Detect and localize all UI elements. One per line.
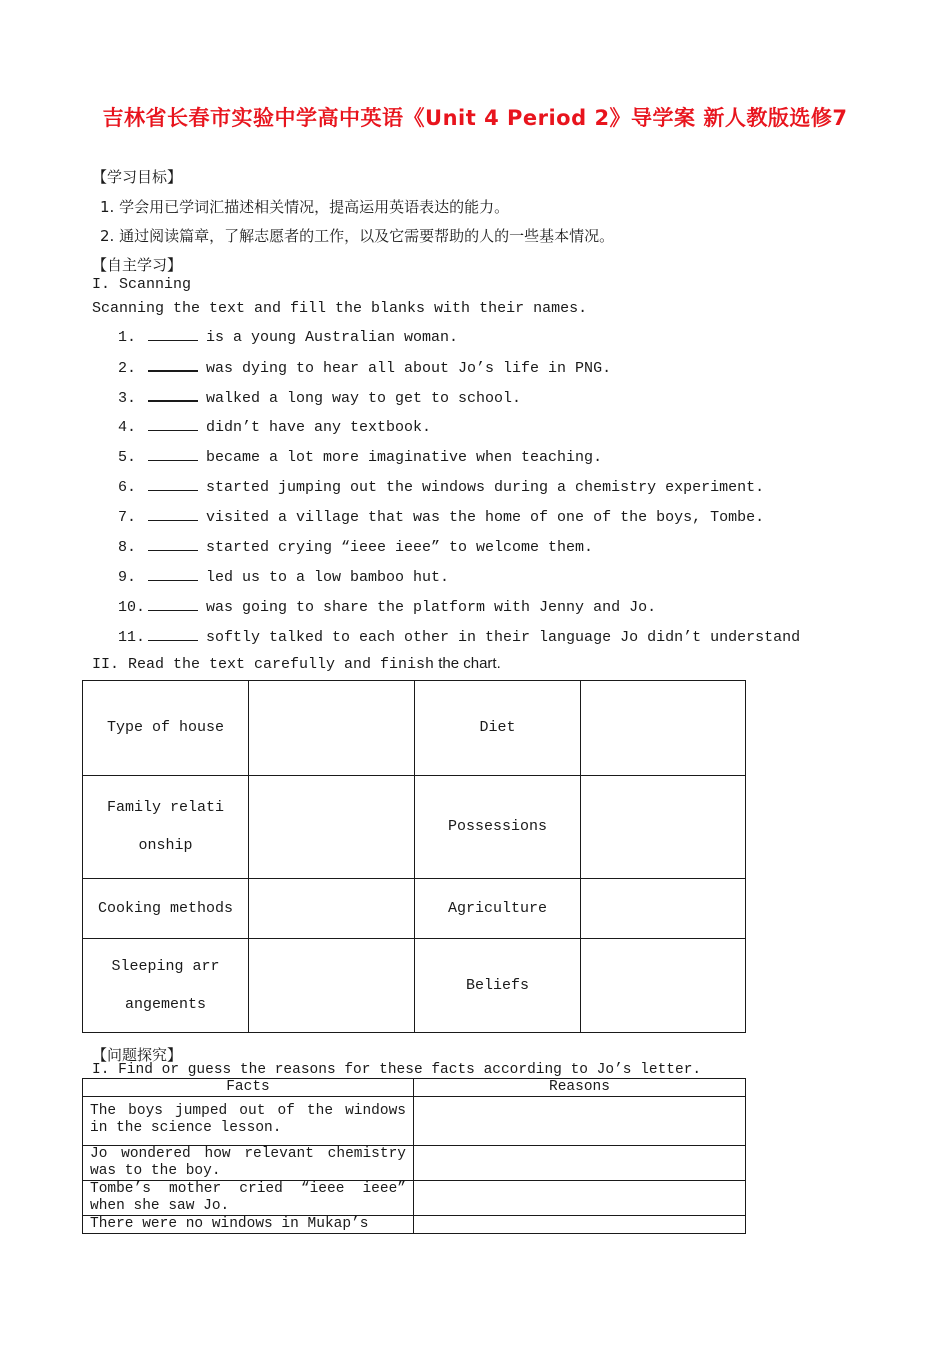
question-7: 7. visited a village that was the home of one of the boys, Tombe. (118, 506, 764, 526)
reason-cell[interactable] (414, 1097, 746, 1146)
chart-cell[interactable] (249, 681, 415, 776)
chart-cell[interactable] (581, 939, 746, 1033)
answer-blank[interactable] (148, 386, 198, 402)
question-4: 4. didn’t have any textbook. (118, 416, 431, 436)
goal-item-2: 2. 通过阅读篇章，了解志愿者的工作，以及它需要帮助的人的一些基本情况。 (100, 227, 615, 245)
chart-cell[interactable] (249, 939, 415, 1033)
answer-blank[interactable] (148, 356, 198, 372)
scanning-instruction: Scanning the text and fill the blanks with their names. (92, 300, 588, 317)
reasons-header: Reasons (414, 1079, 746, 1097)
answer-blank[interactable] (148, 326, 198, 341)
fact-cell: Tombe’s mother cried “ieee ieee” when she saw Jo. (83, 1181, 414, 1216)
part2-instruction: II. Read the text carefully and finish the chart. (92, 655, 501, 673)
question-8: 8. started crying “ieee ieee” to welcome them. (118, 536, 593, 556)
chart-cell[interactable] (249, 776, 415, 879)
answer-blank[interactable] (148, 566, 198, 581)
fact-cell: There were no windows in Mukap’s (83, 1216, 414, 1234)
answer-blank[interactable] (148, 416, 198, 431)
reason-cell[interactable] (414, 1216, 746, 1234)
chart-cell[interactable] (249, 879, 415, 939)
facts-header: Facts (83, 1079, 414, 1097)
goals-heading: 【学习目标】 (92, 168, 183, 186)
chart-cell[interactable] (581, 681, 746, 776)
question-6: 6. started jumping out the windows during a chemistry experiment. (118, 476, 764, 496)
chart-label: Cooking methods (83, 879, 249, 939)
chart-label: Beliefs (415, 939, 581, 1033)
chart-cell[interactable] (581, 776, 746, 879)
chart-label: Sleeping arr angements (83, 939, 249, 1033)
answer-blank[interactable] (148, 506, 198, 521)
explore-instruction: I. Find or guess the reasons for these facts according to Jo’s letter. (92, 1062, 702, 1078)
chart-label: Type of house (83, 681, 249, 776)
answer-blank[interactable] (148, 536, 198, 551)
question-10: 10. was going to share the platform with Jenny and Jo. (118, 596, 656, 616)
question-9: 9. led us to a low bamboo hut. (118, 566, 449, 586)
answer-blank[interactable] (148, 626, 198, 641)
explore-heading: 【问题探究】 (92, 1046, 183, 1064)
chart-label: Diet (415, 681, 581, 776)
fact-cell: Jo wondered how relevant chemistry was to the boy. (83, 1146, 414, 1181)
page-title: 吉林省长春市实验中学高中英语《Unit 4 Period 2》导学案 新人教版选修7 (102, 106, 848, 130)
goal-item-1: 1. 学会用已学词汇描述相关情况，提高运用英语表达的能力。 (100, 198, 510, 216)
scanning-title: I. Scanning (92, 276, 192, 293)
answer-blank[interactable] (148, 596, 198, 611)
reason-cell[interactable] (414, 1146, 746, 1181)
reason-cell[interactable] (414, 1181, 746, 1216)
answer-blank[interactable] (148, 446, 198, 461)
chart-cell[interactable] (581, 879, 746, 939)
question-11: 11. softly talked to each other in their language Jo didn’t understand (118, 626, 800, 646)
chart-label: Agriculture (415, 879, 581, 939)
facts-table (82, 1078, 746, 1234)
question-2: 2. was dying to hear all about Jo’s life in PNG. (118, 356, 611, 377)
house-chart-table (82, 680, 746, 1033)
chart-label: Possessions (415, 776, 581, 879)
question-1: 1. is a young Australian woman. (118, 326, 458, 346)
question-3: 3. walked a long way to get to school. (118, 386, 521, 407)
question-5: 5. became a lot more imaginative when teaching. (118, 446, 602, 466)
answer-blank[interactable] (148, 476, 198, 491)
chart-label: Family relati onship (83, 776, 249, 879)
fact-cell: The boys jumped out of the windows in the science lesson. (83, 1097, 414, 1146)
self-study-heading: 【自主学习】 (92, 256, 183, 274)
